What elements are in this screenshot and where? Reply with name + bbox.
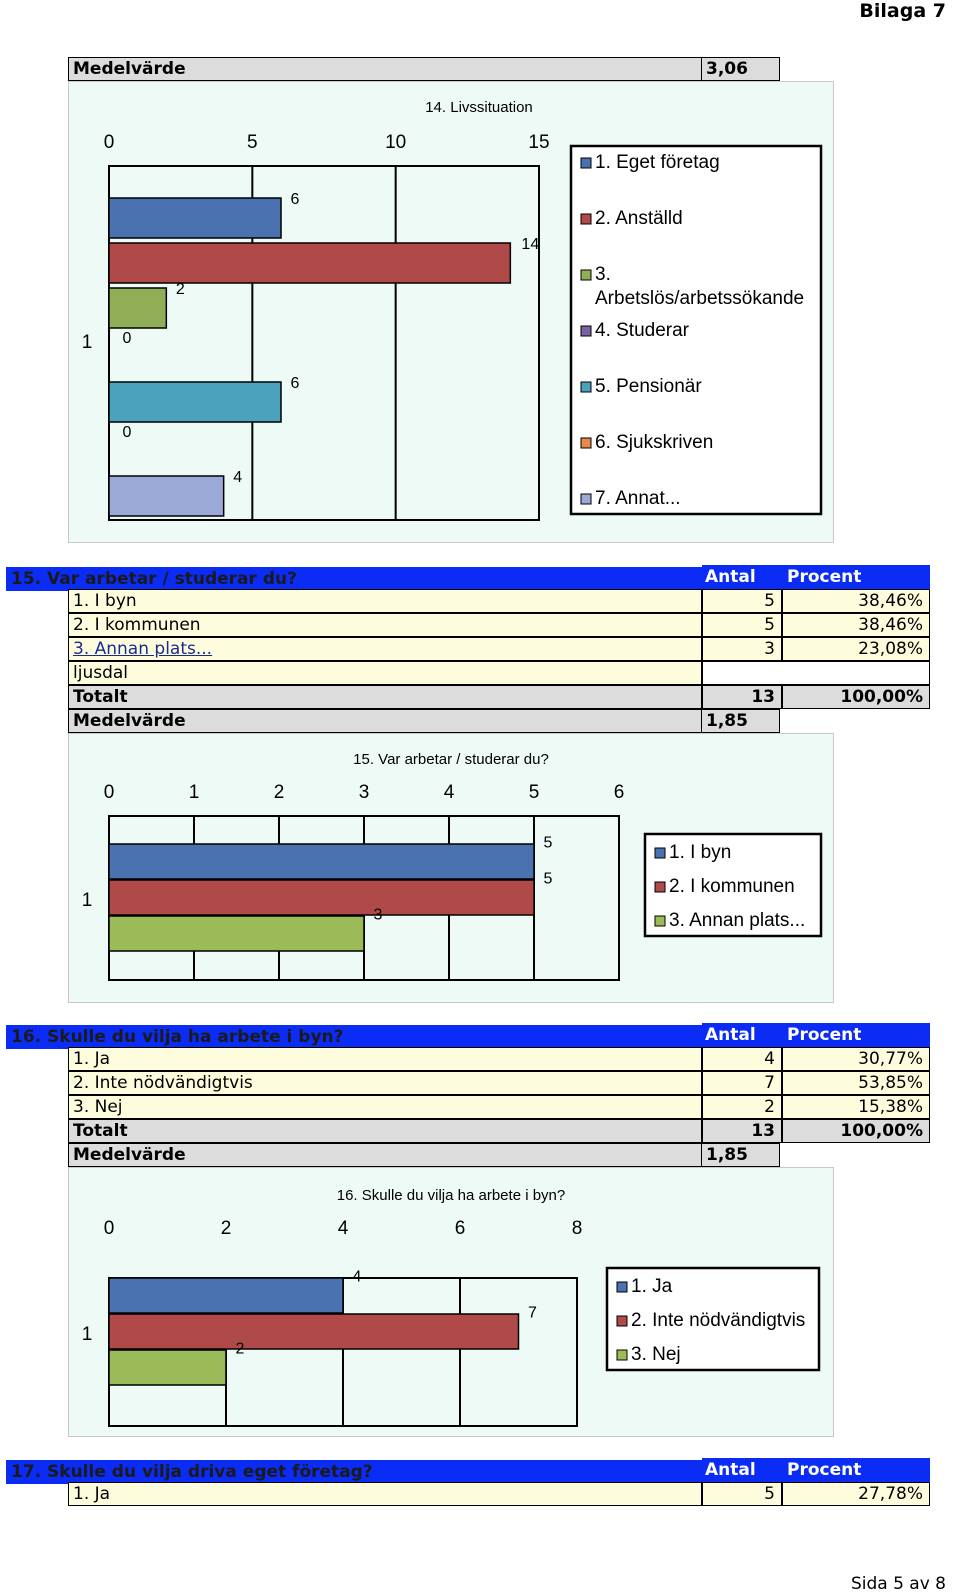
x-tick-label: 2 <box>273 782 285 803</box>
category-label: 1 <box>81 332 93 353</box>
total-antal: 13 <box>702 1119 782 1143</box>
option-label: 1. Ja <box>68 1047 702 1071</box>
x-tick-label: 10 <box>385 132 407 153</box>
legend-swatch <box>655 882 665 892</box>
question-text: 16. Skulle du vilja ha arbete i byn? <box>6 1025 702 1049</box>
option-antal: 5 <box>702 589 782 613</box>
legend-label: 3. Annan plats... <box>669 910 806 931</box>
x-tick-label: 0 <box>103 782 115 803</box>
legend-swatch <box>581 494 591 504</box>
chart-title: 14. Livssituation <box>425 99 533 116</box>
legend-swatch <box>655 916 665 926</box>
option-antal: 5 <box>702 1482 782 1506</box>
extra-blank <box>702 661 930 685</box>
x-tick-label: 4 <box>443 782 455 803</box>
option-row <box>6 613 946 637</box>
data-label: 4 <box>233 469 243 486</box>
x-tick-label: 4 <box>337 1218 349 1239</box>
legend-label: 1. I byn <box>669 842 732 863</box>
option-procent: 53,85% <box>782 1071 930 1095</box>
col-antal: Antal <box>702 1458 782 1482</box>
question-text: 15. Var arbetar / studerar du? <box>6 567 702 591</box>
chart-livssituation <box>68 81 834 543</box>
category-label: 1 <box>81 1324 93 1345</box>
option-antal: 5 <box>702 613 782 637</box>
chart-var-arbetar-svg <box>69 734 833 1002</box>
medel-row-top <box>68 57 780 81</box>
x-tick-label: 6 <box>454 1218 466 1239</box>
legend-label: 7. Annat... <box>595 488 681 509</box>
medel-label: Medelvärde <box>68 57 702 81</box>
x-tick-label: 0 <box>103 1218 115 1239</box>
legend-swatch <box>581 270 591 280</box>
data-label: 0 <box>122 330 132 347</box>
question-text: 17. Skulle du vilja driva eget företag? <box>6 1460 702 1484</box>
col-procent: Procent <box>782 1458 930 1482</box>
legend-label: 2. Anställd <box>595 208 683 229</box>
total-row <box>6 1119 946 1143</box>
col-antal: Antal <box>702 1023 782 1047</box>
bar <box>109 880 534 915</box>
legend-swatch <box>617 1316 627 1326</box>
option-label: 2. I kommunen <box>68 613 702 637</box>
data-label: 5 <box>543 834 553 852</box>
x-tick-label: 15 <box>528 132 550 153</box>
chart-title: 15. Var arbetar / studerar du? <box>353 751 549 768</box>
data-label: 2 <box>175 281 185 298</box>
chart-arbete-i-byn <box>68 1167 834 1437</box>
legend-swatch <box>581 438 591 448</box>
question-row <box>6 1023 946 1047</box>
option-procent: 30,77% <box>782 1047 930 1071</box>
option-row <box>6 1482 946 1506</box>
legend-swatch <box>617 1350 627 1360</box>
option-row <box>6 1095 946 1119</box>
option-row <box>6 637 946 661</box>
data-label: 6 <box>290 191 300 208</box>
option-row <box>6 1047 946 1071</box>
legend-label: 3. Nej <box>631 1344 681 1365</box>
option-procent: 38,46% <box>782 589 930 613</box>
total-antal: 13 <box>702 685 782 709</box>
option-procent: 27,78% <box>782 1482 930 1506</box>
chart-var-arbetar <box>68 733 834 1003</box>
option-procent: 38,46% <box>782 613 930 637</box>
medel-label: Medelvärde <box>68 1143 702 1167</box>
extra-text: ljusdal <box>68 661 702 685</box>
page-header: Bilaga 7 <box>859 0 946 22</box>
option-antal: 4 <box>702 1047 782 1071</box>
question-row <box>6 1458 946 1482</box>
legend-swatch <box>617 1282 627 1292</box>
medel-row <box>6 1143 946 1167</box>
option-procent: 15,38% <box>782 1095 930 1119</box>
bar <box>109 476 224 516</box>
data-label: 0 <box>122 424 132 441</box>
total-row <box>6 685 946 709</box>
col-antal: Antal <box>702 565 782 589</box>
chart-arbete-i-byn-svg <box>69 1168 833 1436</box>
legend-label: 6. Sjukskriven <box>595 432 714 453</box>
option-label[interactable]: 3. Annan plats... <box>68 637 702 661</box>
x-tick-label: 3 <box>358 782 370 803</box>
x-tick-label: 8 <box>571 1218 583 1239</box>
category-label: 1 <box>81 890 93 911</box>
col-procent: Procent <box>782 1023 930 1047</box>
legend-label: 2. I kommunen <box>669 876 795 897</box>
data-label: 14 <box>521 236 540 253</box>
legend-label: 2. Inte nödvändigtvis <box>631 1310 806 1331</box>
medel-label: Medelvärde <box>68 709 702 733</box>
bar <box>109 1278 343 1313</box>
bar <box>109 1314 519 1349</box>
legend-label: 3. <box>595 264 611 285</box>
option-row <box>6 589 946 613</box>
chart-title: 16. Skulle du vilja ha arbete i byn? <box>336 1187 566 1204</box>
page-footer: Sida 5 av 8 <box>850 1574 946 1594</box>
bar <box>109 1350 226 1385</box>
x-tick-label: 1 <box>188 782 200 803</box>
medel-value: 3,06 <box>701 57 780 81</box>
bar <box>109 243 510 283</box>
bar <box>109 288 166 328</box>
option-label: 3. Nej <box>68 1095 702 1119</box>
medel-value: 1,85 <box>701 1143 780 1167</box>
data-label: 5 <box>543 870 553 888</box>
bar <box>109 382 281 422</box>
x-tick-label: 0 <box>103 132 115 153</box>
data-label: 6 <box>290 375 300 392</box>
legend-label: Arbetslös/arbetssökande <box>595 288 805 309</box>
question-row <box>6 565 946 589</box>
legend-label: 1. Ja <box>631 1276 673 1297</box>
medel-row <box>6 709 946 733</box>
legend-swatch <box>581 382 591 392</box>
option-row <box>6 1071 946 1095</box>
bar <box>109 198 281 238</box>
extra-row <box>6 661 946 685</box>
legend-label: 1. Eget företag <box>595 152 720 173</box>
x-tick-label: 2 <box>220 1218 232 1239</box>
legend-label: 5. Pensionär <box>595 376 702 397</box>
total-procent: 100,00% <box>782 685 930 709</box>
option-antal: 2 <box>702 1095 782 1119</box>
legend-swatch <box>581 158 591 168</box>
legend-swatch <box>581 214 591 224</box>
data-label: 3 <box>373 906 383 924</box>
option-label: 1. Ja <box>68 1482 702 1506</box>
total-label: Totalt <box>68 1119 702 1143</box>
legend-swatch <box>655 848 665 858</box>
x-tick-label: 5 <box>247 132 258 153</box>
option-procent: 23,08% <box>782 637 930 661</box>
legend-swatch <box>581 326 591 336</box>
total-procent: 100,00% <box>782 1119 930 1143</box>
data-label: 4 <box>352 1268 362 1286</box>
x-tick-label: 6 <box>613 782 625 803</box>
option-antal: 7 <box>702 1071 782 1095</box>
legend-label: 4. Studerar <box>595 320 689 341</box>
total-label: Totalt <box>68 685 702 709</box>
bar <box>109 916 364 951</box>
x-tick-label: 5 <box>528 782 540 803</box>
data-label: 2 <box>235 1340 245 1358</box>
option-label: 2. Inte nödvändigtvis <box>68 1071 702 1095</box>
bar <box>109 844 534 879</box>
option-label: 1. I byn <box>68 589 702 613</box>
medel-value: 1,85 <box>701 709 780 733</box>
col-procent: Procent <box>782 565 930 589</box>
option-antal: 3 <box>702 637 782 661</box>
chart-livssituation-svg <box>69 82 833 542</box>
data-label: 7 <box>528 1304 537 1322</box>
